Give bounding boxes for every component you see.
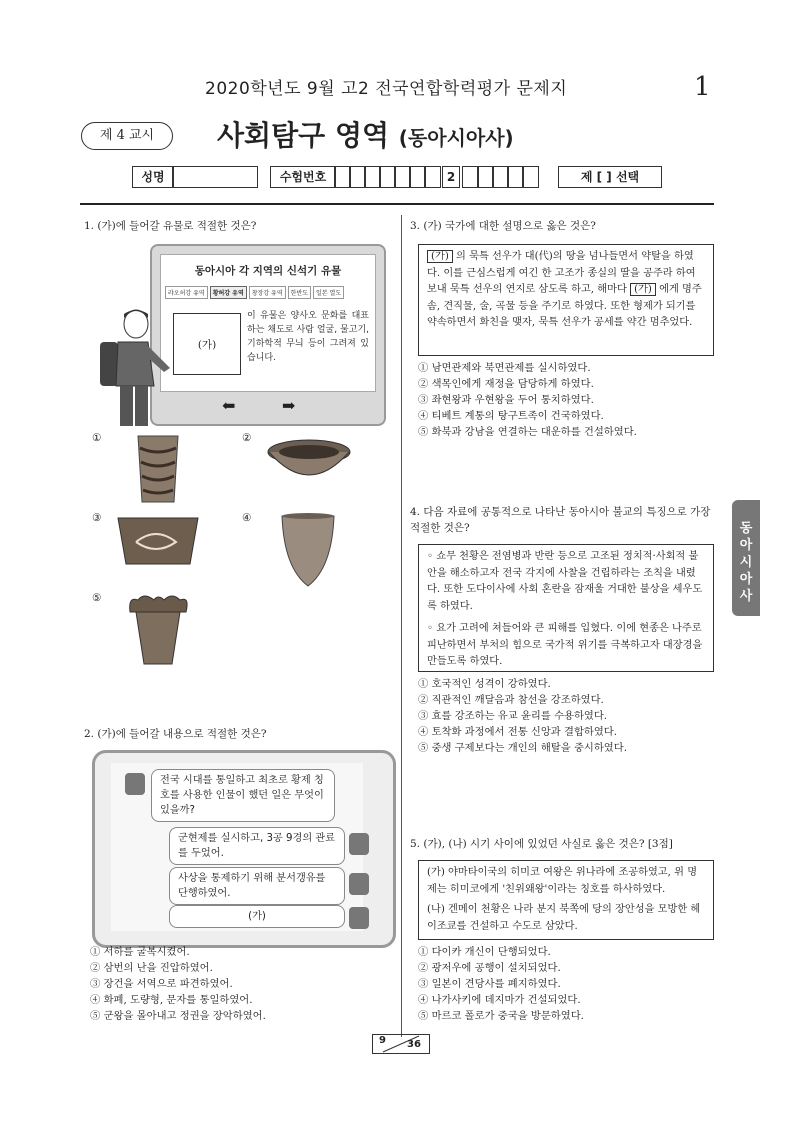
q5-options xyxy=(418,944,718,1024)
q3-option[interactable]: ① 남면관제와 북면관제를 실시하였다. xyxy=(418,362,591,374)
user-avatar-icon xyxy=(349,833,369,855)
q2-options xyxy=(90,944,390,1024)
q5-item-ga: (가) 야마타이국의 히미코 여왕은 위나라에 조공하였고, 위 명제는 히미코에게 '친위왜왕'이라는 칭호를 하사하였다. xyxy=(427,867,698,895)
q1-tab[interactable]: 랴오허강 유역 xyxy=(165,286,208,299)
q1-option-4-num[interactable]: ④ xyxy=(242,512,252,524)
q1-slot-box xyxy=(173,313,241,375)
student-figure xyxy=(92,306,172,430)
q1-description: 이 유물은 양사오 문화를 대표하는 채도로 사람 얼굴, 물고기, 기하학적 무늬 등이 그려져 있습니다. xyxy=(247,311,369,363)
q3-passage-box xyxy=(418,244,714,356)
page-current: 9 xyxy=(379,1035,386,1046)
q1-tab-row xyxy=(165,286,375,299)
q4-option[interactable]: ④ 토착화 과정에서 전통 신앙과 결합하였다. xyxy=(418,726,618,738)
name-field[interactable] xyxy=(172,166,258,188)
flame-pot-image xyxy=(124,592,192,666)
q2-phone-frame xyxy=(92,750,396,948)
choice-label: 제 [ ] 선택 xyxy=(558,166,662,188)
q5-stem: 5. (가), (나) 시기 사이에 있었던 사실로 옳은 것은? [3점] xyxy=(410,838,673,850)
header-rule xyxy=(80,203,714,205)
q5-option[interactable]: ① 다이카 개신이 단행되었다. xyxy=(418,946,551,958)
arrow-right-icon[interactable]: ➡ xyxy=(282,396,296,415)
session-badge: 제 4 교시 xyxy=(81,122,173,150)
exam-no-box[interactable] xyxy=(424,166,441,188)
subject-main: 사회탐구 영역 xyxy=(217,119,390,152)
painted-bowl-image xyxy=(266,438,352,488)
q2-message-3: 사상을 통제하기 위해 분서갱유를 단행하였어. xyxy=(169,867,345,905)
q1-tab-active[interactable]: 황허강 유역 xyxy=(210,286,247,299)
q2-message-4: (가) xyxy=(169,905,345,928)
q1-tab[interactable]: 일본 열도 xyxy=(313,286,344,299)
q3-passage-b: 에게 명주솜, 견직물, 술, 곡물 등을 주기로 하였다. 또한 형제가 되기를 약속하면서 화친을 맺자, 묵특 선우가 공세를 약간 멈추었다. xyxy=(427,284,702,328)
column-divider xyxy=(401,215,402,1037)
q5-passage-box xyxy=(418,860,714,940)
subject-title xyxy=(217,114,514,154)
user-avatar-icon xyxy=(349,907,369,929)
q3-tag: (가) xyxy=(630,283,656,296)
q3-passage-a: 의 묵특 선우가 대(代)의 땅을 넘나들면서 약탈을 하였다. 이를 근심스럽게 여긴 한 고조가 종실의 딸을 공주라 하여 보내 묵특 선우의 연지로 삼도록 하고, 해마다 xyxy=(427,251,696,295)
q5-option[interactable]: ⑤ 마르코 폴로가 중국을 방문하였다. xyxy=(418,1010,584,1022)
exam-no-box[interactable] xyxy=(522,166,539,188)
q5-option[interactable]: ③ 일본이 견당사를 폐지하였다. xyxy=(418,978,561,990)
name-label: 성명 xyxy=(132,166,174,188)
q3-tag: (가) xyxy=(427,250,453,263)
q2-option[interactable]: ③ 장건을 서역으로 파견하였어. xyxy=(90,978,233,990)
q3-option[interactable]: ⑤ 화북과 강남을 연결하는 대운하를 건설하였다. xyxy=(418,426,637,438)
page-counter xyxy=(372,1034,430,1054)
q1-screen xyxy=(160,254,376,392)
page-total: 36 xyxy=(407,1039,421,1050)
q5-option[interactable]: ④ 나가사키에 데지마가 건설되었다. xyxy=(418,994,581,1006)
pottery-jar-image xyxy=(134,432,182,506)
q2-option[interactable]: ⑤ 군왕을 몰아내고 정권을 장악하였어. xyxy=(90,1010,266,1022)
q3-options xyxy=(418,360,718,440)
page-number: 1 xyxy=(694,72,711,102)
subject-sub: (동아시아사) xyxy=(398,126,514,150)
subject-side-tab xyxy=(732,500,760,616)
square-vessel-image xyxy=(116,512,200,568)
q1-option-1-num[interactable]: ① xyxy=(92,432,102,444)
exam-no-digit: 2 xyxy=(442,166,460,188)
q2-option[interactable]: ④ 화폐, 도량형, 문자를 통일하였어. xyxy=(90,994,253,1006)
q5-item-na: (나) 겐메이 천황은 나라 분지 북쪽에 당의 장안성을 모방한 헤이조쿄를 건설하고 수도로 삼았다. xyxy=(427,904,701,932)
q3-option[interactable]: ② 색목인에게 재정을 담당하게 하였다. xyxy=(418,378,594,390)
q3-option[interactable]: ③ 좌현왕과 우현왕을 두어 통치하였다. xyxy=(418,394,594,406)
q2-option[interactable]: ② 삼번의 난을 진압하였어. xyxy=(90,962,213,974)
q1-slot-label: (가) xyxy=(197,338,217,351)
q4-option[interactable]: ③ 효를 강조하는 유교 윤리를 수용하였다. xyxy=(418,710,608,722)
q2-message-2: 군현제를 실시하고, 3공 9경의 관료를 두었어. xyxy=(169,827,345,865)
exam-no-label: 수험번호 xyxy=(270,166,336,188)
q1-option-3-num[interactable]: ③ xyxy=(92,512,102,524)
arrow-left-icon[interactable]: ⬅ xyxy=(222,396,236,415)
q4-item-2: ◦ 요가 고려에 쳐들어와 큰 피해를 입혔다. 이에 현종은 나주로 피난하면서 부처의 힘으로 국가적 위기를 극복하고자 대장경을 만들도록 하였다. xyxy=(427,623,703,667)
q1-stem: 1. (가)에 들어갈 유물로 적절한 것은? xyxy=(84,220,257,232)
q4-stem: 4. 다음 자료에 공통적으로 나타난 동아시아 불교의 특징으로 가장 적절한 것은? xyxy=(410,506,711,534)
exam-title: 2020학년도 9월 고2 전국연합학력평가 문제지 xyxy=(205,79,568,99)
q1-screen-title: 동아시아 각 지역의 신석기 유물 xyxy=(194,265,342,277)
pointed-pot-image xyxy=(280,512,336,588)
q1-display-board xyxy=(150,244,386,426)
q4-passage-box xyxy=(418,544,714,672)
q2-message-1: 전국 시대를 통일하고 최초로 황제 칭호를 사용한 인물이 했던 일은 무엇이 있을까? xyxy=(151,769,335,822)
q3-stem: 3. (가) 국가에 대한 설명으로 옳은 것은? xyxy=(410,220,596,232)
side-tab-label: 동아시아사 xyxy=(739,521,753,604)
q4-option[interactable]: ② 직관적인 깨달음과 참선을 강조하였다. xyxy=(418,694,604,706)
q5-option[interactable]: ② 광저우에 공행이 설치되었다. xyxy=(418,962,561,974)
user-avatar-icon xyxy=(125,773,145,795)
q1-option-2-num[interactable]: ② xyxy=(242,432,252,444)
q2-stem: 2. (가)에 들어갈 내용으로 적절한 것은? xyxy=(84,728,267,740)
q4-option[interactable]: ① 호국적인 성격이 강하였다. xyxy=(418,678,551,690)
q4-option[interactable]: ⑤ 중생 구제보다는 개인의 해탈을 중시하였다. xyxy=(418,742,627,754)
q2-option[interactable]: ① 서하를 굴복시켰어. xyxy=(90,946,190,958)
q1-tab[interactable]: 창장강 유역 xyxy=(249,286,286,299)
q2-chat-screen xyxy=(111,763,363,931)
q4-item-1: ◦ 쇼무 천황은 전염병과 반란 등으로 고조된 정치적·사회적 불안을 해소하고자 전국 각지에 사찰을 건립하라는 조칙을 내렸다. 또한 도다이사에 사회 혼란을 잠재울 거대한 불상을 세우도록 하였다. xyxy=(427,551,703,612)
q1-tab[interactable]: 한반도 xyxy=(288,286,311,299)
user-avatar-icon xyxy=(349,873,369,895)
q3-option[interactable]: ④ 티베트 계통의 탕구트족이 건국하였다. xyxy=(418,410,604,422)
q4-options xyxy=(418,676,718,756)
q1-option-5-num[interactable]: ⑤ xyxy=(92,592,102,604)
